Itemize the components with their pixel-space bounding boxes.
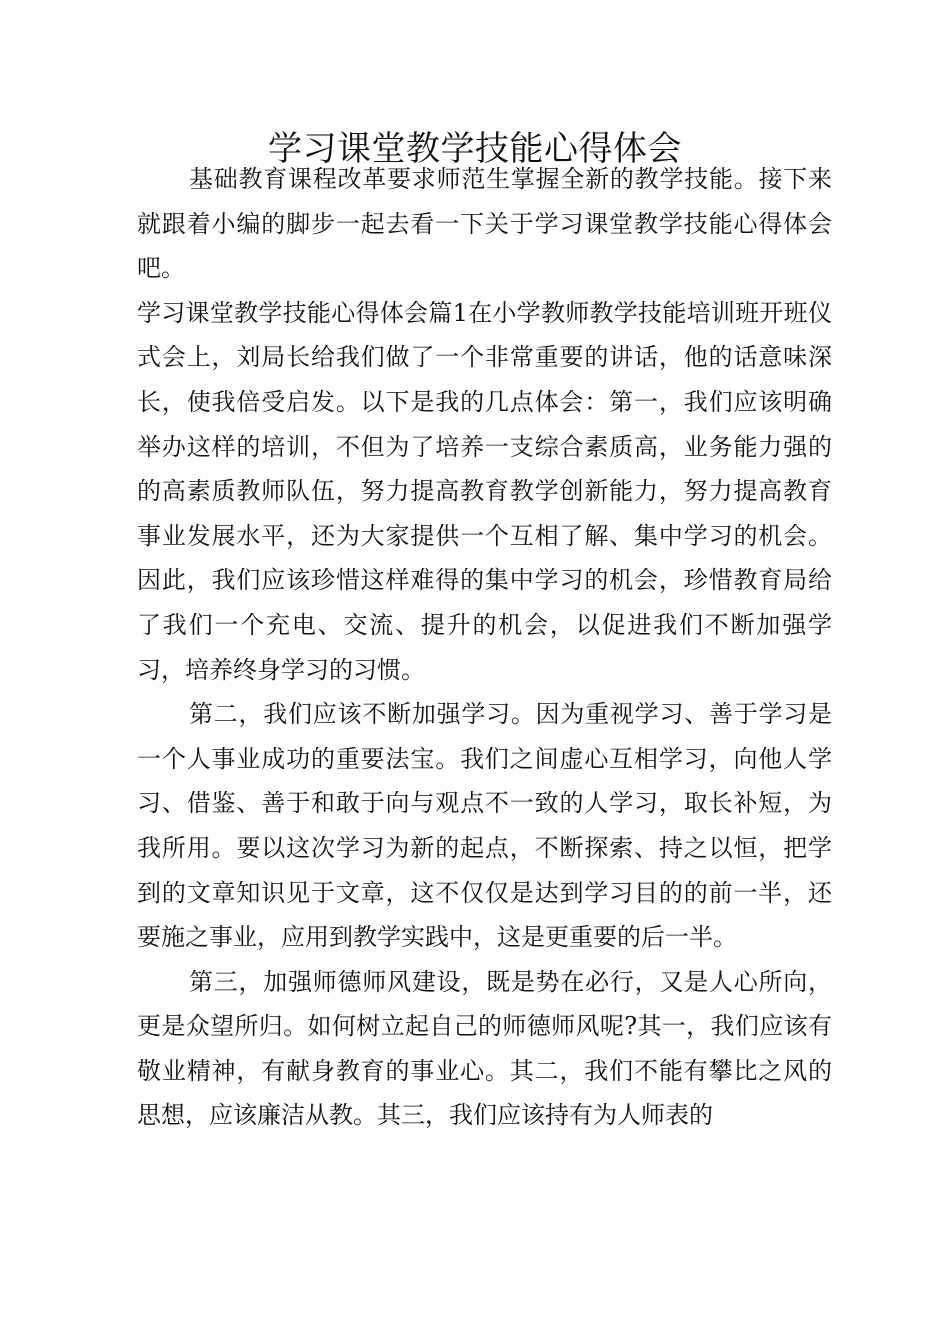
document-title: 学习课堂教学技能心得体会: [268, 128, 682, 169]
paragraph-point-3: 第三，加强师德师风建设，既是势在必行，又是人心所向，更是众望所归。如何树立起自己的师德师风呢?其一，我们应该有敬业精神，有献身教育的事业心。其二，我们不能有攀比之风的思想，应该廉洁从教。其三，我们应该持有为人师表的: [137, 967, 832, 1130]
paragraph-point-2: 第二，我们应该不断加强学习。因为重视学习、善于学习是一个人事业成功的重要法宝。我们之间虚心互相学习，向他人学习、借鉴、善于和敢于向与观点不一致的人学习，取长补短，为我所用。要以这次学习为新的起点，不断探索、持之以恒，把学到的文章知识见于文章，这不仅仅是达到学习目的的前一半，还要施之事业，应用到教学实践中，这是更重要的后一半。: [137, 700, 832, 952]
paragraph-intro: 基础教育课程改革要求师范生掌握全新的教学技能。接下来就跟着小编的脚步一起去看一下关于学习课堂教学技能心得体会吧。: [137, 165, 832, 283]
document-body: [137, 157, 832, 1138]
paragraph-article-1: 学习课堂教学技能心得体会篇1在小学教师教学技能培训班开班仪式会上，刘局长给我们做了一个非常重要的讲话，他的话意味深长，使我倍受启发。以下是我的几点体会：第一，我们应该明确举办这样的培训，不但为了培养一支综合素质高，业务能力强的的高素质教师队伍，努力提高教育教学创新能力，努力提高教育事业发展水平，还为大家提供一个互相了解、集中学习的机会。因此，我们应该珍惜这样难得的集中学习的机会，珍惜教育局给了我们一个充电、交流、提升的机会，以促进我们不断加强学习，培养终身学习的习惯。: [137, 298, 832, 684]
